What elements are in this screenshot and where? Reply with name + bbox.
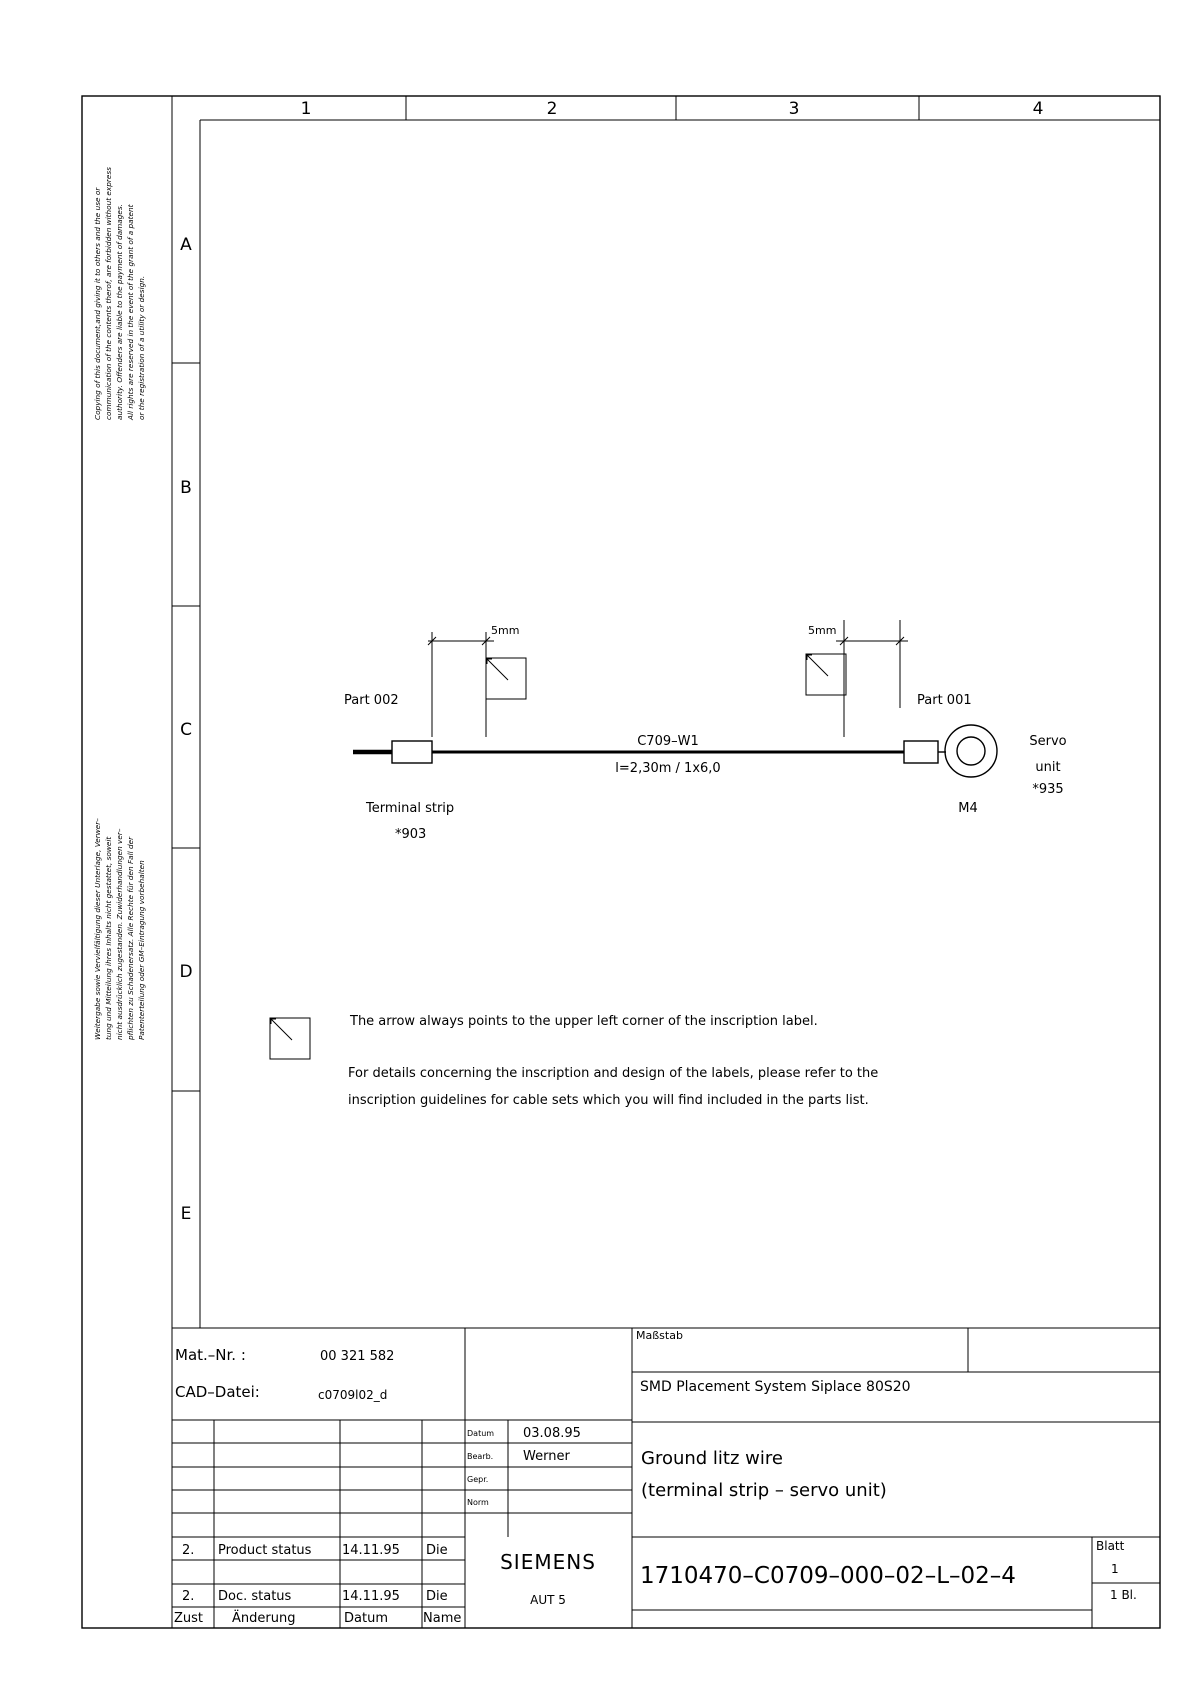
drawing-title-line-1: Ground litz wire	[641, 1448, 783, 1469]
bearb-value: Werner	[523, 1449, 570, 1464]
copyright-note-english	[93, 167, 146, 421]
datum-label: Datum	[467, 1429, 495, 1438]
gepr-label: Gepr.	[467, 1475, 489, 1484]
note-line-3: inscription guidelines for cable sets which you will find included in the parts list.	[348, 1093, 869, 1108]
system-name: SMD Placement System Siplace 80S20	[640, 1379, 911, 1395]
left-label-arrow-icon	[487, 659, 508, 680]
mat-nr-value: 00 321 582	[320, 1349, 395, 1364]
servo-unit-label-1: Servo	[1029, 734, 1067, 749]
sheet-number: 1	[1111, 1562, 1119, 1576]
column-label-1: 1	[300, 99, 312, 119]
row-label-d: D	[179, 962, 193, 982]
svg-text:communication of the contents: communication of the contents therof, are forbidden without express	[104, 167, 113, 420]
revision-1-name: Die	[426, 1543, 448, 1558]
note-line-1: The arrow always points to the upper left corner of the inscription label.	[350, 1014, 818, 1029]
legend-arrow-icon	[271, 1019, 292, 1040]
ring-lug-outer	[945, 725, 997, 777]
col-datum: Datum	[344, 1611, 388, 1626]
col-name: Name	[423, 1611, 462, 1626]
part-001-label: Part 001	[917, 693, 972, 708]
svg-text:Patenterteilung oder GM–Eintra: Patenterteilung oder GM–Eintragung vorbehalten	[137, 860, 146, 1040]
ring-lug-crimp	[904, 741, 938, 763]
drawing-title-line-2: (terminal strip – servo unit)	[641, 1480, 887, 1501]
svg-text:authority. Offenders are liabl: authority. Offenders are liable to the payment of damages.	[115, 203, 124, 420]
svg-text:nicht ausdrücklich zugestanden: nicht ausdrücklich zugestanden. Zuwiderhandlungen ver–	[115, 828, 124, 1040]
svg-text:tung und Mitteilung ihres Inha: tung und Mitteilung ihres Inhalts nicht gestattet, soweit	[104, 836, 113, 1040]
terminal-ferrule	[392, 741, 432, 763]
row-label-c: C	[180, 720, 192, 740]
ring-size-label: M4	[958, 801, 978, 816]
cable-id: C709–W1	[637, 734, 699, 749]
right-label-arrow-icon	[807, 655, 828, 676]
sheet-total: 1 Bl.	[1110, 1588, 1137, 1602]
revision-2-date: 14.11.95	[342, 1589, 400, 1604]
terminal-strip-code: *903	[395, 827, 427, 842]
col-zust: Zust	[174, 1611, 204, 1626]
revision-2-change: Doc. status	[218, 1589, 292, 1604]
datum-value: 03.08.95	[523, 1426, 581, 1441]
svg-text:All rights are reserved in the: All rights are reserved in the event of the grant of a patent	[126, 204, 135, 420]
cable-spec: l=2,30m / 1x6,0	[615, 761, 721, 776]
svg-text:pflichten zu Schadenersatz. Al: pflichten zu Schadenersatz. Alle Rechte für den Fall der	[126, 836, 135, 1040]
row-label-e: E	[180, 1204, 192, 1224]
revision-2-name: Die	[426, 1589, 448, 1604]
sheet-label: Blatt	[1096, 1539, 1125, 1553]
row-label-a: A	[180, 235, 192, 255]
revision-2-zust: 2.	[182, 1589, 195, 1604]
title-block	[172, 1328, 1160, 1628]
column-label-4: 4	[1032, 99, 1044, 119]
cad-file-value: c0709l02_d	[318, 1388, 388, 1402]
revision-1-change: Product status	[218, 1543, 312, 1558]
division: AUT 5	[530, 1593, 566, 1607]
column-label-3: 3	[788, 99, 800, 119]
revision-1-zust: 2.	[182, 1543, 195, 1558]
notes	[270, 1014, 878, 1108]
part-002-label: Part 002	[344, 693, 399, 708]
column-label-2: 2	[546, 99, 558, 119]
cad-file-label: CAD–Datei:	[175, 1383, 260, 1401]
cable-drawing	[344, 620, 1067, 842]
right-dimension: 5mm	[808, 624, 837, 637]
svg-text:or the registration of a utili: or the registration of a utility or design.	[137, 275, 146, 420]
col-aenderung: Änderung	[232, 1611, 296, 1626]
servo-unit-code: *935	[1032, 782, 1064, 797]
servo-unit-label-2: unit	[1035, 760, 1061, 775]
row-label-b: B	[180, 478, 192, 498]
ring-lug-hole	[957, 737, 985, 765]
norm-label: Norm	[467, 1498, 489, 1507]
company-name: SIEMENS	[500, 1550, 596, 1574]
scale-label: Maßstab	[636, 1329, 683, 1342]
bearb-label: Bearb.	[467, 1452, 494, 1461]
mat-nr-label: Mat.–Nr. :	[175, 1346, 246, 1364]
note-line-2: For details concerning the inscription and design of the labels, please refer to the	[348, 1066, 879, 1081]
terminal-strip-label: Terminal strip	[366, 801, 455, 816]
svg-text:Copying of this document,and g: Copying of this document,and giving it to others and the use or	[93, 187, 102, 420]
svg-text:Weitergabe sowie Vervielfältig: Weitergabe sowie Vervielfältigung dieser Unterlage, Verwer–	[93, 818, 102, 1040]
left-dimension: 5mm	[491, 624, 520, 637]
drawing-number: 1710470–C0709–000–02–L–02–4	[640, 1563, 1016, 1589]
revision-1-date: 14.11.95	[342, 1543, 400, 1558]
copyright-note-german	[93, 818, 146, 1041]
